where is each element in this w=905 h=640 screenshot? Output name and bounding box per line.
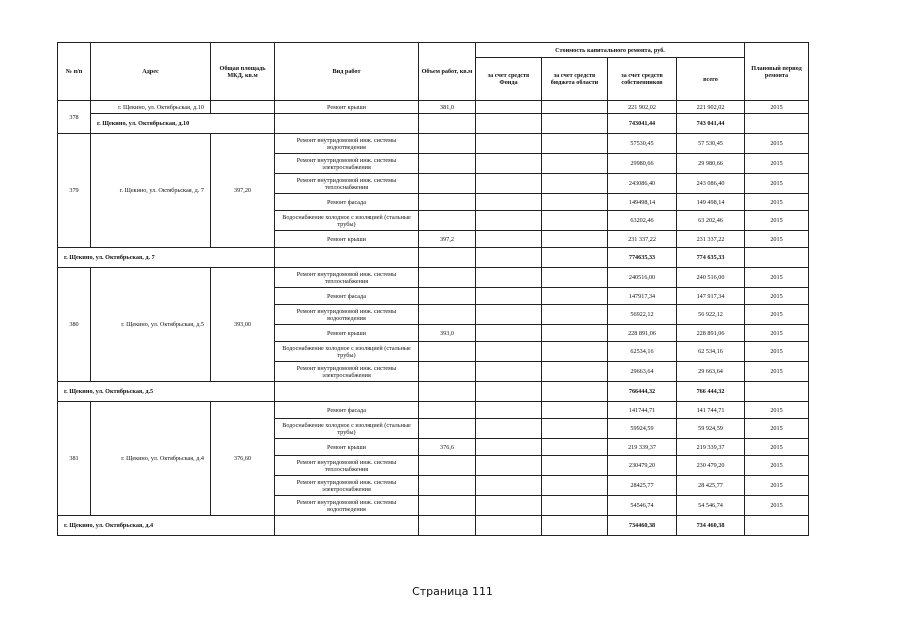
total-cost-cell: 57 530,45 — [677, 134, 745, 154]
volume-cell — [419, 268, 476, 288]
summary-address: г. Щекино, ул. Октябрьская, д.5 — [58, 382, 275, 402]
period-cell: 2015 — [745, 154, 809, 174]
header-period: Плановый период ремонта — [745, 43, 809, 101]
summary-budget — [542, 382, 608, 402]
volume-cell — [419, 342, 476, 362]
row-number: 378 — [58, 101, 91, 134]
period-cell: 2015 — [745, 134, 809, 154]
owners-cost-cell: 231 337,22 — [608, 231, 677, 248]
summary-volume — [419, 114, 476, 134]
summary-work — [275, 516, 419, 536]
summary-volume — [419, 248, 476, 268]
total-cost-cell: 56 922,12 — [677, 305, 745, 325]
summary-budget — [542, 114, 608, 134]
work-type-cell: Водоснабжение холодное с изоляцией (стальные трубы) — [275, 419, 419, 439]
work-type-cell: Водоснабжение холодное с изоляцией (стальные трубы) — [275, 211, 419, 231]
fund-cell — [476, 476, 542, 496]
period-cell: 2015 — [745, 288, 809, 305]
row-area: 397,20 — [211, 134, 275, 248]
period-cell: 2015 — [745, 496, 809, 516]
summary-fund — [476, 516, 542, 536]
fund-cell — [476, 134, 542, 154]
table-body — [58, 101, 809, 536]
owners-cost-cell: 63202,46 — [608, 211, 677, 231]
summary-budget — [542, 248, 608, 268]
volume-cell — [419, 134, 476, 154]
period-cell: 2015 — [745, 325, 809, 342]
total-cost-cell: 230 479,20 — [677, 456, 745, 476]
summary-work — [275, 382, 419, 402]
budget-cell — [542, 174, 608, 194]
summary-period — [745, 114, 809, 134]
summary-fund — [476, 114, 542, 134]
summary-fund — [476, 248, 542, 268]
period-cell: 2015 — [745, 456, 809, 476]
total-cost-cell: 240 516,00 — [677, 268, 745, 288]
summary-owners-total: 743041,44 — [608, 114, 677, 134]
work-type-cell: Ремонт внутридомовой инж. системы электроснабжения — [275, 362, 419, 382]
work-type-cell: Ремонт внутридомовой инж. системы водоотведения — [275, 305, 419, 325]
row-address: г. Щекино, ул. Октябрьская, д.4 — [91, 402, 211, 516]
work-type-cell: Ремонт внутридомовой инж. системы электроснабжения — [275, 476, 419, 496]
summary-owners-total: 766444,32 — [608, 382, 677, 402]
work-type-cell: Ремонт крыши — [275, 231, 419, 248]
work-type-cell: Ремонт крыши — [275, 101, 419, 114]
header-volume: Объем работ, кв.м — [419, 43, 476, 101]
row-area — [211, 101, 275, 114]
fund-cell — [476, 305, 542, 325]
period-cell: 2015 — [745, 101, 809, 114]
total-cost-cell: 243 086,40 — [677, 174, 745, 194]
owners-cost-cell: 230479,20 — [608, 456, 677, 476]
fund-cell — [476, 268, 542, 288]
fund-cell — [476, 402, 542, 419]
page-number: Страница 111 — [412, 585, 493, 598]
fund-cell — [476, 456, 542, 476]
fund-cell — [476, 174, 542, 194]
budget-cell — [542, 268, 608, 288]
volume-cell — [419, 288, 476, 305]
summary-row — [58, 114, 809, 134]
summary-address: г. Щекино, ул. Октябрьская, д.4 — [58, 516, 275, 536]
table-row — [58, 402, 809, 419]
summary-fund — [476, 382, 542, 402]
budget-cell — [542, 362, 608, 382]
fund-cell — [476, 439, 542, 456]
summary-row — [58, 248, 809, 268]
owners-cost-cell: 54546,74 — [608, 496, 677, 516]
table-row — [58, 134, 809, 154]
header-num: № п/п — [58, 43, 91, 101]
budget-cell — [542, 439, 608, 456]
total-cost-cell: 59 924,59 — [677, 419, 745, 439]
volume-cell — [419, 211, 476, 231]
budget-cell — [542, 101, 608, 114]
total-cost-cell: 219 339,37 — [677, 439, 745, 456]
work-type-cell: Ремонт крыши — [275, 325, 419, 342]
summary-period — [745, 516, 809, 536]
period-cell: 2015 — [745, 402, 809, 419]
volume-cell: 393,0 — [419, 325, 476, 342]
owners-cost-cell: 147917,34 — [608, 288, 677, 305]
owners-cost-cell: 28425,77 — [608, 476, 677, 496]
fund-cell — [476, 419, 542, 439]
period-cell: 2015 — [745, 439, 809, 456]
owners-cost-cell: 29980,66 — [608, 154, 677, 174]
fund-cell — [476, 194, 542, 211]
budget-cell — [542, 456, 608, 476]
work-type-cell: Ремонт внутридомовой инж. системы водоотведения — [275, 496, 419, 516]
header-address: Адрес — [91, 43, 211, 101]
summary-period — [745, 248, 809, 268]
summary-grand-total: 743 041,44 — [677, 114, 745, 134]
volume-cell — [419, 174, 476, 194]
summary-owners-total: 774635,33 — [608, 248, 677, 268]
volume-cell: 381,0 — [419, 101, 476, 114]
work-type-cell: Водоснабжение холодное с изоляцией (стальные трубы) — [275, 342, 419, 362]
owners-cost-cell: 149498,14 — [608, 194, 677, 211]
table-row — [58, 101, 809, 114]
budget-cell — [542, 325, 608, 342]
table-row — [58, 268, 809, 288]
budget-cell — [542, 211, 608, 231]
summary-work — [275, 248, 419, 268]
total-cost-cell: 228 891,06 — [677, 325, 745, 342]
total-cost-cell: 54 546,74 — [677, 496, 745, 516]
owners-cost-cell: 228 891,06 — [608, 325, 677, 342]
volume-cell — [419, 305, 476, 325]
total-cost-cell: 28 425,77 — [677, 476, 745, 496]
owners-cost-cell: 57530,45 — [608, 134, 677, 154]
budget-cell — [542, 134, 608, 154]
work-type-cell: Ремонт внутридомовой инж. системы теплоснабжения — [275, 174, 419, 194]
summary-volume — [419, 516, 476, 536]
budget-cell — [542, 154, 608, 174]
total-cost-cell: 141 744,71 — [677, 402, 745, 419]
budget-cell — [542, 496, 608, 516]
work-type-cell: Ремонт фасада — [275, 288, 419, 305]
total-cost-cell: 221 902,02 — [677, 101, 745, 114]
owners-cost-cell: 29663,64 — [608, 362, 677, 382]
fund-cell — [476, 211, 542, 231]
row-number: 380 — [58, 268, 91, 382]
header-cost-group: Стоимость капитального ремонта, руб. — [476, 43, 745, 58]
period-cell: 2015 — [745, 342, 809, 362]
summary-period — [745, 382, 809, 402]
row-number: 381 — [58, 402, 91, 516]
period-cell: 2015 — [745, 194, 809, 211]
volume-cell — [419, 496, 476, 516]
volume-cell — [419, 419, 476, 439]
fund-cell — [476, 288, 542, 305]
budget-cell — [542, 288, 608, 305]
summary-row — [58, 516, 809, 536]
owners-cost-cell: 243086,40 — [608, 174, 677, 194]
summary-grand-total: 734 460,38 — [677, 516, 745, 536]
owners-cost-cell: 62534,16 — [608, 342, 677, 362]
summary-address: г. Щекино, ул. Октябрьская, д.10 — [91, 114, 275, 134]
owners-cost-cell: 221 902,02 — [608, 101, 677, 114]
owners-cost-cell: 59924,59 — [608, 419, 677, 439]
budget-cell — [542, 476, 608, 496]
owners-cost-cell: 141744,71 — [608, 402, 677, 419]
header-fund: за счет средств Фонда — [476, 58, 542, 101]
period-cell: 2015 — [745, 211, 809, 231]
total-cost-cell: 29 663,64 — [677, 362, 745, 382]
header-work-type: Вид работ — [275, 43, 419, 101]
fund-cell — [476, 154, 542, 174]
budget-cell — [542, 194, 608, 211]
total-cost-cell: 231 337,22 — [677, 231, 745, 248]
period-cell: 2015 — [745, 305, 809, 325]
volume-cell — [419, 402, 476, 419]
volume-cell — [419, 194, 476, 211]
budget-cell — [542, 402, 608, 419]
summary-owners-total: 734460,38 — [608, 516, 677, 536]
summary-grand-total: 774 635,33 — [677, 248, 745, 268]
header-total: всего — [677, 58, 745, 101]
fund-cell — [476, 496, 542, 516]
budget-cell — [542, 419, 608, 439]
work-type-cell: Ремонт крыши — [275, 439, 419, 456]
work-type-cell: Ремонт внутридомовой инж. системы теплоснабжения — [275, 268, 419, 288]
volume-cell: 376,6 — [419, 439, 476, 456]
total-cost-cell: 62 534,16 — [677, 342, 745, 362]
period-cell: 2015 — [745, 419, 809, 439]
capital-repair-table — [57, 42, 809, 536]
summary-work — [275, 114, 419, 134]
period-cell: 2015 — [745, 476, 809, 496]
summary-address: г. Щекино, ул. Октябрьская, д. 7 — [58, 248, 275, 268]
volume-cell — [419, 362, 476, 382]
owners-cost-cell: 56922,12 — [608, 305, 677, 325]
total-cost-cell: 29 980,66 — [677, 154, 745, 174]
volume-cell: 397,2 — [419, 231, 476, 248]
row-area: 376,60 — [211, 402, 275, 516]
volume-cell — [419, 154, 476, 174]
fund-cell — [476, 231, 542, 248]
summary-volume — [419, 382, 476, 402]
period-cell: 2015 — [745, 231, 809, 248]
period-cell: 2015 — [745, 174, 809, 194]
work-type-cell: Ремонт фасада — [275, 194, 419, 211]
total-cost-cell: 149 498,14 — [677, 194, 745, 211]
work-type-cell: Ремонт фасада — [275, 402, 419, 419]
budget-cell — [542, 305, 608, 325]
fund-cell — [476, 362, 542, 382]
summary-grand-total: 766 444,32 — [677, 382, 745, 402]
total-cost-cell: 63 202,46 — [677, 211, 745, 231]
total-cost-cell: 147 917,34 — [677, 288, 745, 305]
volume-cell — [419, 476, 476, 496]
header-area: Общая площадь МКД, кв.м — [211, 43, 275, 101]
row-address: г. Щекино, ул. Октябрьская, д.5 — [91, 268, 211, 382]
summary-budget — [542, 516, 608, 536]
fund-cell — [476, 342, 542, 362]
budget-cell — [542, 231, 608, 248]
summary-row — [58, 382, 809, 402]
row-address: г. Щекино, ул. Октябрьская, д. 7 — [91, 134, 211, 248]
period-cell: 2015 — [745, 362, 809, 382]
period-cell: 2015 — [745, 268, 809, 288]
header-owners: за счет средств собственников — [608, 58, 677, 101]
row-number: 379 — [58, 134, 91, 248]
header-budget: за счет средств бюджета области — [542, 58, 608, 101]
work-type-cell: Ремонт внутридомовой инж. системы теплоснабжения — [275, 456, 419, 476]
owners-cost-cell: 219 339,37 — [608, 439, 677, 456]
owners-cost-cell: 240516,00 — [608, 268, 677, 288]
work-type-cell: Ремонт внутридомовой инж. системы водоотведения — [275, 134, 419, 154]
fund-cell — [476, 101, 542, 114]
budget-cell — [542, 342, 608, 362]
work-type-cell: Ремонт внутридомовой инж. системы электроснабжения — [275, 154, 419, 174]
row-address: г. Щекино, ул. Октябрьская, д.10 — [91, 101, 211, 114]
volume-cell — [419, 456, 476, 476]
fund-cell — [476, 325, 542, 342]
row-area: 393,00 — [211, 268, 275, 382]
